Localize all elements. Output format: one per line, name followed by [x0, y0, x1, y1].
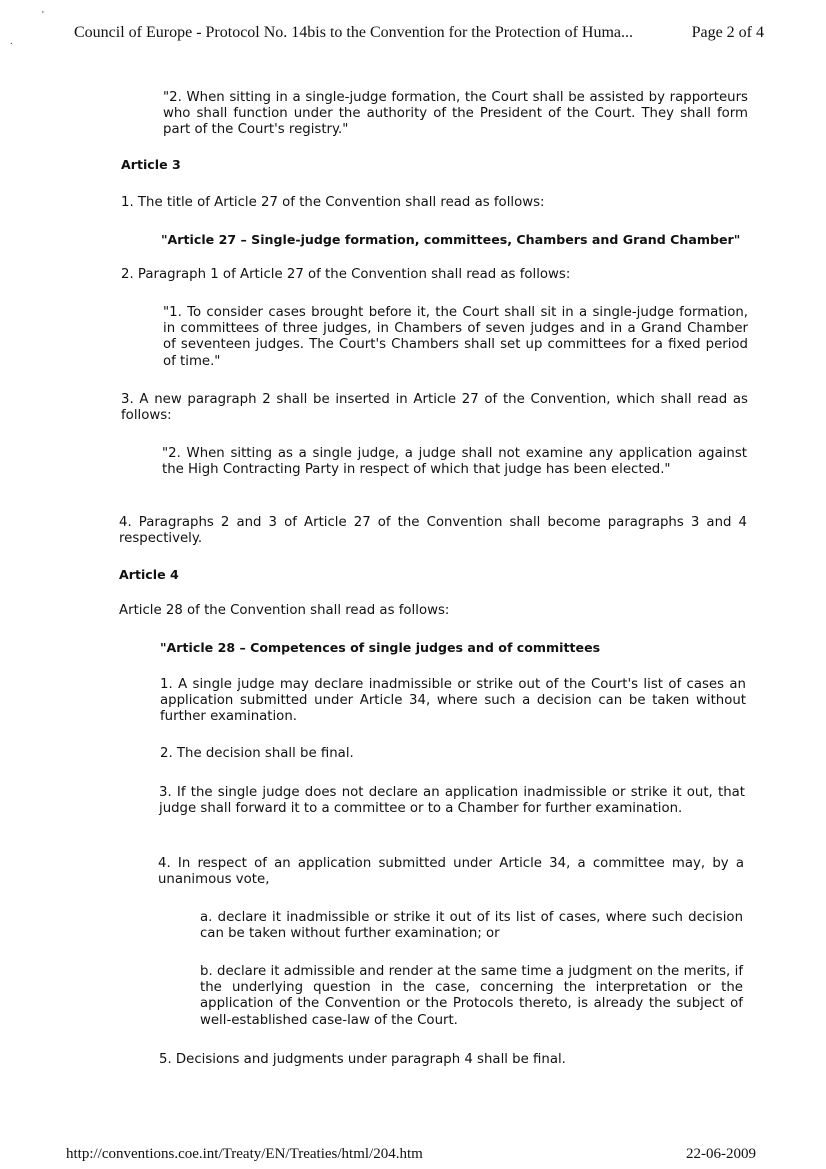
article-28-title: "Article 28 – Competences of single judges and of committees — [160, 640, 601, 655]
footer-url: http://conventions.coe.int/Treaty/EN/Treaties/html/204.htm — [66, 1146, 423, 1162]
quoted-paragraph: "1. To consider cases brought before it, the Court shall sit in a single-judge formation, in committees of three judges, in Chambers of seven judges and in a Grand Chamber of seventeen judges. The Court's Chambers shall set up committees for a fixed period of time." — [163, 305, 748, 369]
sub-paragraph: b. declare it admissible and render at the same time a judgment on the merits, if the underlying question in the case, concerning the interpretation or the application of the Convention or the Protocols thereto, is already the subject of well-established case-law of the Court. — [200, 964, 743, 1028]
article-27-title: "Article 27 – Single-judge formation, committees, Chambers and Grand Chamber" — [161, 232, 741, 247]
paragraph: 5. Decisions and judgments under paragraph 4 shall be final. — [159, 1052, 566, 1067]
paragraph: 3. A new paragraph 2 shall be inserted in Article 27 of the Convention, which shall read as follows: — [121, 392, 748, 424]
page-footer — [66, 1146, 756, 1169]
article-4-heading: Article 4 — [119, 567, 179, 582]
scan-mark: ' — [42, 10, 44, 21]
paragraph: 1. The title of Article 27 of the Convention shall read as follows: — [121, 195, 545, 210]
paragraph: 3. If the single judge does not declare an application inadmissible or strike it out, that judge shall forward it to a committee or to a Chamber for further examination. — [159, 785, 745, 817]
paragraph: 4. Paragraphs 2 and 3 of Article 27 of the Convention shall become paragraphs 3 and 4 respectively. — [119, 515, 747, 547]
scan-mark: . — [10, 36, 13, 47]
paragraph: Article 28 of the Convention shall read as follows: — [119, 603, 450, 618]
paragraph: 4. In respect of an application submitted under Article 34, a committee may, by a unanimous vote, — [158, 856, 744, 888]
sub-paragraph: a. declare it inadmissible or strike it out of its list of cases, where such decision can be taken without further examination; or — [200, 910, 743, 942]
footer-date: 22-06-2009 — [686, 1146, 756, 1162]
article-3-heading: Article 3 — [121, 157, 181, 172]
document-title: Council of Europe - Protocol No. 14bis to the Convention for the Protection of Huma... — [74, 24, 634, 41]
paragraph: 2. The decision shall be final. — [160, 746, 354, 761]
page-number: Page 2 of 4 — [691, 24, 764, 41]
paragraph: 1. A single judge may declare inadmissible or strike out of the Court's list of cases an application submitted under Article 34, where such a decision can be taken without further examination. — [160, 677, 746, 725]
quoted-paragraph: "2. When sitting as a single judge, a judge shall not examine any application against the High Contracting Party in respect of which that judge has been elected." — [162, 446, 747, 478]
paragraph: 2. Paragraph 1 of Article 27 of the Convention shall read as follows: — [121, 267, 571, 282]
quoted-paragraph: "2. When sitting in a single-judge formation, the Court shall be assisted by rapporteurs who shall function under the authority of the President of the Court. They shall form part of the Court's registry." — [163, 90, 748, 138]
page-header — [74, 24, 764, 42]
